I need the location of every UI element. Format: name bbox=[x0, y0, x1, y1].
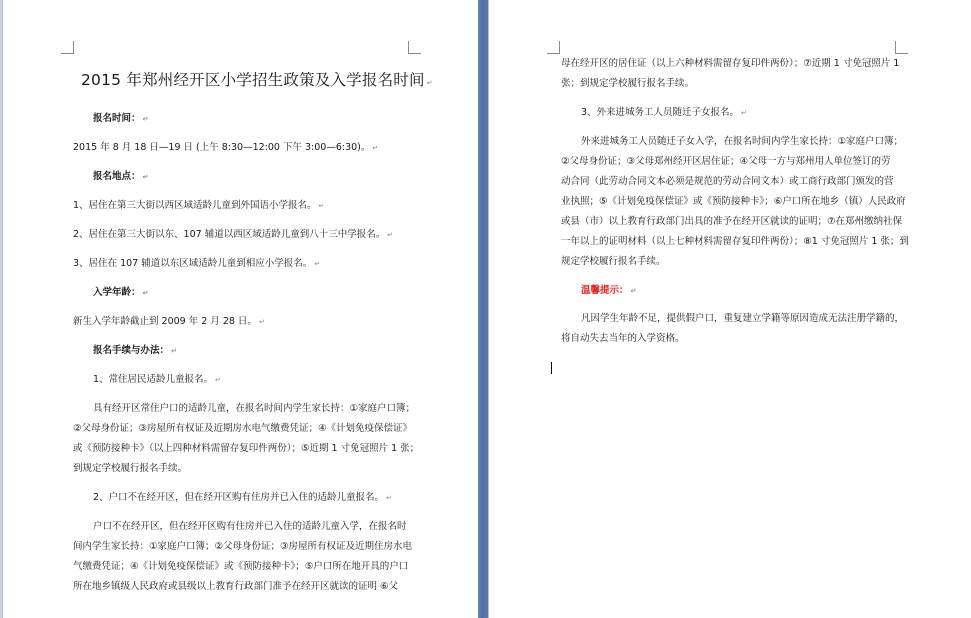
section-heading bbox=[93, 167, 418, 187]
paragraph-mark: ↵ bbox=[318, 202, 325, 210]
paragraph-mark: ↵ bbox=[142, 173, 149, 181]
paragraph bbox=[73, 517, 418, 597]
heading-text: 报名手续与办法： bbox=[93, 345, 170, 356]
section-heading bbox=[93, 341, 418, 361]
paragraph-mark: ↵ bbox=[171, 347, 177, 355]
document-page-left[interactable] bbox=[2, 0, 480, 618]
paragraph-line: 或《预防接种卡》（以上四种材料需留存复印件两份）；⑤近期 1 寸免冠照片 1 张； bbox=[73, 443, 420, 454]
paragraph-line: 张；到规定学校履行报名手续。 bbox=[561, 78, 695, 89]
section-heading bbox=[93, 109, 418, 129]
paragraph-line: 规定学校履行报名手续。 bbox=[561, 256, 666, 267]
paragraph bbox=[561, 132, 909, 272]
paragraph-text: 1、居住在第三大街以西区域适龄儿童到外国语小学报名。 bbox=[73, 200, 317, 211]
crop-mark-top-left bbox=[547, 41, 560, 54]
paragraph-mark: ↵ bbox=[387, 231, 394, 239]
paragraph bbox=[561, 54, 906, 94]
paragraph-text: 1、常住居民适龄儿童报名。 bbox=[93, 374, 214, 385]
heading-text: 入学年龄： bbox=[93, 287, 141, 298]
paragraph-text: 2015 年 8 月 18 日—19 日 (上午 8:30—12:00 下午 3:00—6:30)。 bbox=[73, 142, 371, 153]
paragraph-mark: ↵ bbox=[215, 376, 221, 384]
section-heading bbox=[93, 283, 418, 303]
document-page-right[interactable] bbox=[488, 0, 971, 618]
paragraph-line: 一年以上的证明材料（以上七种材料需留存复印件两份）；⑧1 寸免冠照片 1 张；到 bbox=[561, 236, 909, 247]
paragraph bbox=[73, 370, 418, 390]
paragraph-text: 2、户口不在经开区，但在经开区购有住房并已入住的适龄儿童报名。 bbox=[93, 492, 385, 503]
paragraph-line: 动合同（此劳动合同文本必须是规范的劳动合同文本）或工商行政部门颁发的营 bbox=[561, 176, 894, 187]
paragraph-line: 具有经开区常住户口的适龄儿童，在报名时间内学生家长持：①家庭户口簿； bbox=[93, 403, 416, 414]
text-cursor bbox=[551, 358, 906, 378]
paragraph bbox=[73, 196, 418, 216]
paragraph bbox=[73, 225, 418, 245]
crop-mark-top-right bbox=[408, 41, 421, 54]
paragraph bbox=[73, 138, 418, 158]
page-content[interactable] bbox=[73, 64, 433, 606]
tip-heading bbox=[581, 281, 906, 301]
paragraph bbox=[561, 309, 906, 349]
paragraph-mark: ↵ bbox=[314, 260, 321, 268]
paragraph-text: 3、外来进城务工人员随迁子女报名。 bbox=[581, 107, 740, 118]
paragraph-mark: ↵ bbox=[142, 289, 149, 297]
paragraph-text: 2、居住在第三大街以东、107 辅道以西区域适龄儿童到八十三中学报名。 bbox=[73, 229, 386, 240]
page-separator bbox=[478, 0, 488, 618]
paragraph-line: 业执照；⑤《计划免疫保偿证》或《预防接种卡》；⑥户口所在地乡（镇）人民政府 bbox=[561, 196, 906, 207]
paragraph-line: 户口不在经开区，但在经开区购有住房并已入住的适龄儿童入学，在报名时 bbox=[93, 521, 407, 532]
paragraph bbox=[73, 399, 418, 479]
heading-text: 温馨提示： bbox=[581, 285, 629, 296]
paragraph-line: 母在经开区的居住证（以上六种材料需留存复印件两份）；⑦近期 1 寸免冠照片 1 bbox=[561, 58, 900, 69]
document-title: 2015 年郑州经开区小学招生政策及入学报名时间 ↵ bbox=[81, 71, 433, 89]
paragraph-mark: ↵ bbox=[741, 109, 747, 117]
paragraph-text: 新生入学年龄截止到 2009 年 2 月 28 日。 bbox=[73, 316, 257, 327]
paragraph-mark: ↵ bbox=[386, 494, 392, 502]
heading-text: 报名时间： bbox=[93, 113, 141, 124]
paragraph-line: 将自动失去当年的入学资格。 bbox=[561, 333, 685, 344]
paragraph-line: 或县（市）以上教育行政部门出具的准予在经开区就读的证明；⑦在郑州缴纳社保 bbox=[561, 216, 903, 227]
heading-text: 报名地点： bbox=[93, 171, 141, 182]
paragraph-line: 到规定学校履行报名手续。 bbox=[73, 463, 188, 474]
paragraph-line: ②父母身份证；③房屋所有权证及近期房水电气缴费凭证；④《计划免疫保偿证》 bbox=[73, 423, 413, 434]
paragraph bbox=[561, 103, 906, 123]
paragraph-line: 气缴费凭证；④《计划免疫保偿证》或《预防接种卡》；⑤户口所在地开具的户口 bbox=[73, 561, 409, 572]
paragraph bbox=[73, 254, 418, 274]
crop-mark-top-right bbox=[895, 41, 908, 54]
paragraph-text: 3、居住在 107 辅道以东区域适龄儿童到相应小学报名。 bbox=[73, 258, 313, 269]
page-content[interactable] bbox=[561, 54, 909, 378]
paragraph-mark: ↵ bbox=[630, 287, 637, 295]
paragraph-mark: ↵ bbox=[258, 318, 265, 326]
paragraph-line: ②父母身份证；③父母郑州经开区居住证；④父母一方与郑州用人单位签订的劳 bbox=[561, 156, 891, 167]
paragraph-line: 凡因学生年龄不足，提供假户口，重复建立学籍等原因造成无法注册学籍的， bbox=[581, 313, 905, 324]
paragraph-line: 间内学生家长持：①家庭户口簿；②父母身份证；③房屋所有权证及近期住房水电 bbox=[73, 541, 413, 552]
paragraph-mark: ↵ bbox=[372, 144, 379, 152]
paragraph bbox=[73, 488, 418, 508]
paragraph-line: 外来进城务工人员随迁子女入学，在报名时间内学生家长持：①家庭户口簿； bbox=[581, 136, 904, 147]
crop-mark-top-left bbox=[61, 41, 74, 54]
paragraph bbox=[73, 312, 418, 332]
paragraph-line: 所在地乡镇级人民政府或县级以上教育行政部门准予在经开区就读的证明 ⑥父 bbox=[73, 581, 399, 592]
paragraph-mark: ↵ bbox=[142, 115, 149, 123]
